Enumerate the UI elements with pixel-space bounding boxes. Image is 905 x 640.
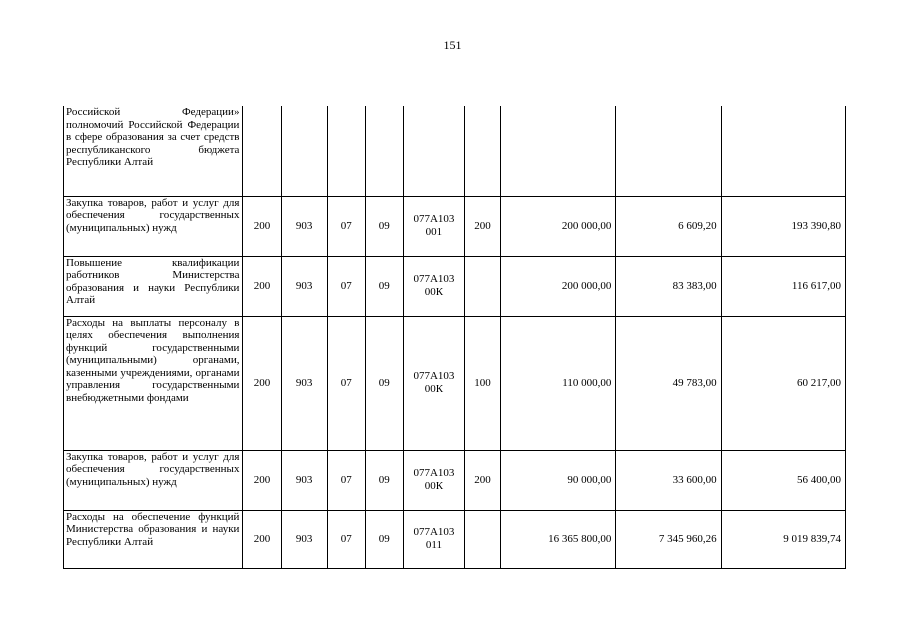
cell-plan: 16 365 800,00 bbox=[501, 510, 616, 568]
table-row bbox=[64, 196, 846, 256]
cell-subsection-code bbox=[365, 106, 403, 196]
cell-admin-code: 200 bbox=[243, 256, 281, 316]
cell-department-code: 903 bbox=[281, 316, 327, 450]
cell-subsection-code: 09 bbox=[365, 316, 403, 450]
cell-target-code: 077А103 011 bbox=[403, 510, 464, 568]
cell-plan: 90 000,00 bbox=[501, 450, 616, 510]
cell-target-code: 077А103 00К bbox=[403, 316, 464, 450]
cell-department-code: 903 bbox=[281, 256, 327, 316]
cell-remainder: 193 390,80 bbox=[721, 196, 845, 256]
cell-target-code: 077А103 001 bbox=[403, 196, 464, 256]
cell-admin-code: 200 bbox=[243, 316, 281, 450]
cell-section-code: 07 bbox=[327, 256, 365, 316]
cell-admin-code bbox=[243, 106, 281, 196]
cell-expense-type bbox=[465, 106, 501, 196]
cell-plan: 200 000,00 bbox=[501, 256, 616, 316]
table-row bbox=[64, 256, 846, 316]
table-row bbox=[64, 510, 846, 568]
row-description: Закупка товаров, работ и услуг для обеспечения государственных (муниципальных) нужд bbox=[64, 196, 243, 256]
cell-department-code bbox=[281, 106, 327, 196]
cell-department-code: 903 bbox=[281, 510, 327, 568]
cell-executed: 83 383,00 bbox=[616, 256, 721, 316]
cell-plan: 110 000,00 bbox=[501, 316, 616, 450]
table-row bbox=[64, 450, 846, 510]
cell-target-code: 077А103 00К bbox=[403, 450, 464, 510]
cell-plan bbox=[501, 106, 616, 196]
row-description: Расходы на выплаты персоналу в целях обеспечения выполнения функций государственными (муниципальными) органами, казенными учреждениями, органами управления государственными внебюджетными фондами bbox=[64, 316, 243, 450]
cell-expense-type: 100 bbox=[465, 316, 501, 450]
cell-executed: 49 783,00 bbox=[616, 316, 721, 450]
cell-executed bbox=[616, 106, 721, 196]
row-description: Российской Федерации» полномочий Российской Федерации в сфере образования за счет средств республиканского бюджета Республики Алтай bbox=[64, 106, 243, 196]
cell-plan: 200 000,00 bbox=[501, 196, 616, 256]
cell-target-code bbox=[403, 106, 464, 196]
cell-section-code: 07 bbox=[327, 196, 365, 256]
page-number: 151 bbox=[443, 38, 462, 52]
row-description: Расходы на обеспечение функций Министерства образования и науки Республики Алтай bbox=[64, 510, 243, 568]
row-description: Закупка товаров, работ и услуг для обеспечения государственных (муниципальных) нужд bbox=[64, 450, 243, 510]
cell-subsection-code: 09 bbox=[365, 450, 403, 510]
table-row bbox=[64, 106, 846, 196]
cell-subsection-code: 09 bbox=[365, 196, 403, 256]
cell-remainder: 9 019 839,74 bbox=[721, 510, 845, 568]
cell-remainder bbox=[721, 106, 845, 196]
cell-expense-type: 200 bbox=[465, 450, 501, 510]
cell-executed: 7 345 960,26 bbox=[616, 510, 721, 568]
cell-section-code: 07 bbox=[327, 450, 365, 510]
cell-department-code: 903 bbox=[281, 196, 327, 256]
cell-expense-type bbox=[465, 510, 501, 568]
cell-remainder: 56 400,00 bbox=[721, 450, 845, 510]
cell-target-code: 077А103 00К bbox=[403, 256, 464, 316]
cell-expense-type: 200 bbox=[465, 196, 501, 256]
cell-subsection-code: 09 bbox=[365, 510, 403, 568]
cell-department-code: 903 bbox=[281, 450, 327, 510]
cell-subsection-code: 09 bbox=[365, 256, 403, 316]
budget-table bbox=[63, 106, 846, 569]
table-row bbox=[64, 316, 846, 450]
cell-executed: 6 609,20 bbox=[616, 196, 721, 256]
cell-admin-code: 200 bbox=[243, 196, 281, 256]
cell-expense-type bbox=[465, 256, 501, 316]
cell-section-code: 07 bbox=[327, 510, 365, 568]
cell-executed: 33 600,00 bbox=[616, 450, 721, 510]
cell-remainder: 60 217,00 bbox=[721, 316, 845, 450]
cell-section-code bbox=[327, 106, 365, 196]
cell-admin-code: 200 bbox=[243, 510, 281, 568]
cell-remainder: 116 617,00 bbox=[721, 256, 845, 316]
row-description: Повышение квалификации работников Министерства образования и науки Республики Алтай bbox=[64, 256, 243, 316]
cell-section-code: 07 bbox=[327, 316, 365, 450]
cell-admin-code: 200 bbox=[243, 450, 281, 510]
